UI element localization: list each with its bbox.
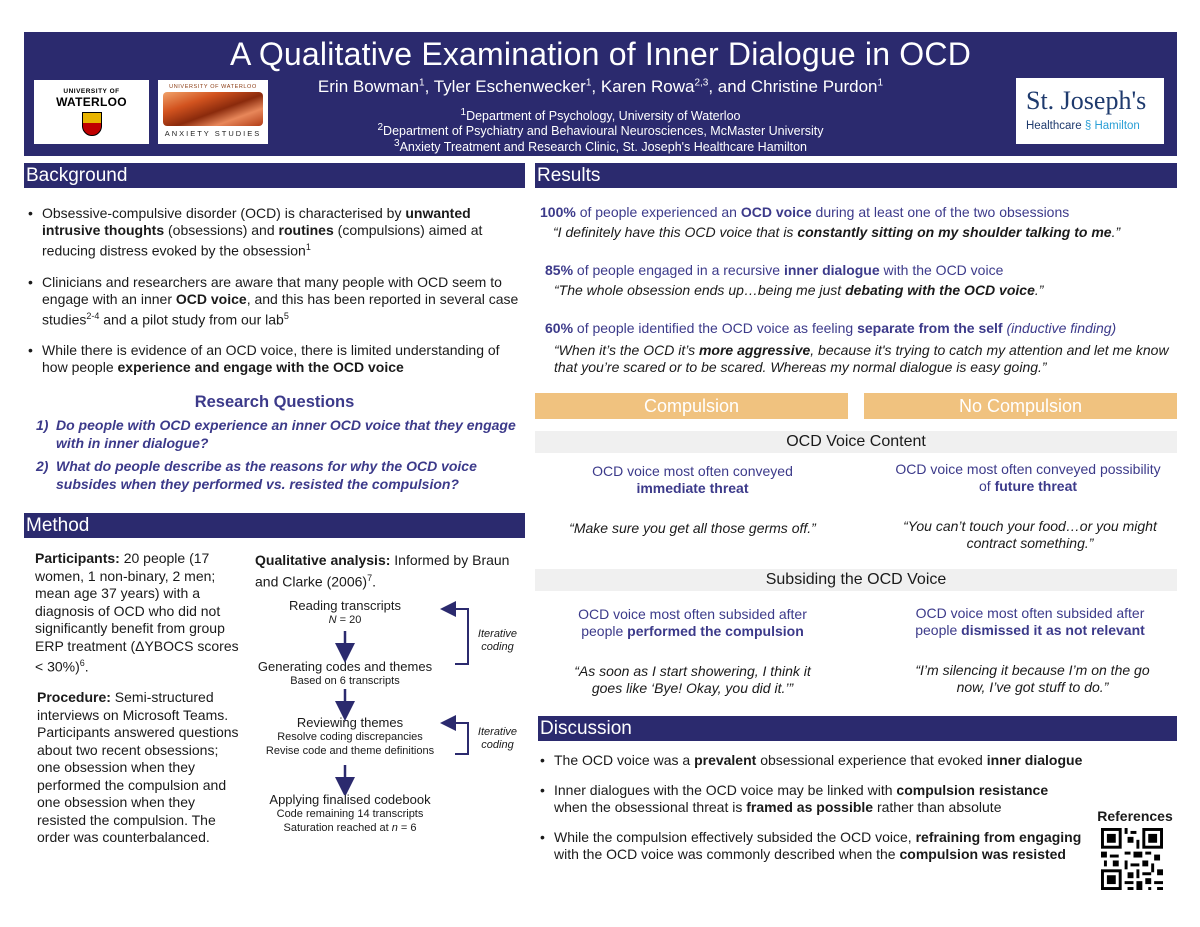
content-no-compulsion-quote: “You can’t touch your food…or you might contract something.” [903, 518, 1157, 551]
finding-quote: “When it’s the OCD it’s more aggressive, because it's trying to catch my attention and let me know that you’re scared or to be scared. Whereas my normal dialogue is easy going.” [554, 342, 1169, 375]
research-questions-heading: Research Questions [194, 393, 355, 411]
references-qr-code-icon[interactable] [1100, 828, 1164, 890]
flow-step-applying: Applying finalised codebook Code remaining 14 transcripts Saturation reached at n = 6 [269, 792, 431, 834]
university-of-waterloo-logo: UNIVERSITY OF WATERLOO [34, 80, 149, 144]
finding: 60% of people identified the OCD voice as feeling separate from the self (inductive finding) “When it’s the OCD it’s more aggressive, because it's trying to catch my attention and let me know that you’re scared or to be scared. Whereas my normal dialogue is easy going.” [545, 320, 1175, 376]
author-list: Erin Bowman$^1$, Tyler Eschenwecker$^1$, Karen Rowa$^{2,3}$, and Christine Purdon$^1$ [317, 77, 884, 96]
finding-quote: “The whole obsession ends up…being me just debating with the OCD voice.” [554, 282, 1044, 298]
content-compulsion-cell: OCD voice most often conveyed immediate threat [592, 463, 793, 496]
poster-title: A Qualitative Examination of Inner Dialogue in OCD [229, 36, 972, 72]
anxiety-studies-logo: UNIVERSITY OF WATERLOO ANXIETY STUDIES [158, 80, 268, 144]
discussion-bullets [536, 752, 1084, 863]
content-compulsion-quote: “Make sure you get all those germs off.” [569, 520, 816, 536]
flow-arrows [240, 595, 530, 795]
subside-compulsion-quote: “As soon as I start showering, I think it goes like ‘Bye! Okay, you did it.’” [574, 663, 811, 696]
background-heading: Background [24, 163, 525, 188]
participants-paragraph: Participants: 20 people (17 women, 1 non-binary, 2 men; mean age 37 years) with a diagnosis of OCD who did not significantly benefit from group ERP treatment (ΔYBOCS scores < 30%)$^6$. [35, 550, 239, 675]
background-bullets [24, 205, 520, 376]
references-label: References [1097, 808, 1173, 824]
flow-step-reading: Reading transcripts N = 20 [289, 598, 401, 626]
crest-icon [82, 112, 102, 136]
loop-arrow-icon [448, 723, 468, 754]
affiliation-3: $^3$Anxiety Treatment and Research Clinic, St. Joseph's Healthcare Hamilton [394, 138, 807, 155]
content-band: OCD Voice Content [535, 431, 1177, 453]
compulsion-column-header: Compulsion [535, 393, 848, 419]
author-name: Erin Bowman [317, 77, 420, 96]
subside-compulsion-cell: OCD voice most often subsided after people performed the compulsion [578, 606, 807, 639]
affiliation-2: $^2$Department of Psychiatry and Behavioural Neurosciences, McMaster University [377, 122, 824, 139]
research-question-2: 2) What do people describe as the reasons for why the OCD voice subsides when they performed vs. resisted the compulsion? [36, 458, 477, 492]
background-bullet: • Clinicians and researchers are aware that many people with OCD seem to engage with an inner OCD voice, and this has been reported in several case studies$^{2-4}$ and a pilot study from our lab$^5$ [24, 274, 520, 329]
method-heading: Method [24, 513, 525, 538]
finding: 85% of people engaged in a recursive inner dialogue with the OCD voice “The whole obsession ends up…being me just debating with the OCD voice.” [545, 262, 1175, 299]
flow-step-reviewing: Reviewing themes Resolve coding discrepancies Revise code and theme definitions [265, 715, 435, 757]
author-name: Christine Purdon [750, 77, 878, 96]
poster-header [24, 32, 1177, 156]
content-no-compulsion-cell: OCD voice most often conveyed possibility of future threat [895, 461, 1161, 494]
discussion-bullet: • The OCD voice was a prevalent obsessional experience that evoked inner dialogue [536, 752, 1084, 769]
author-name: Tyler Eschenwecker [433, 77, 586, 96]
background-bullet: • Obsessive-compulsive disorder (OCD) is characterised by unwanted intrusive thoughts (obsessions) and routines (compulsions) aimed at reducing distress evoked by the obsession$^1$ [24, 205, 520, 260]
loop-arrow-icon [448, 609, 468, 664]
swirl-artwork-icon [163, 92, 263, 126]
discussion-bullet: • While the compulsion effectively subsided the OCD voice, refraining from engaging with the OCD voice was commonly described when the compulsion was resisted [536, 829, 1084, 863]
research-question-1: 1) Do people with OCD experience an inner OCD voice that they engage with in inner dialogue? [36, 417, 516, 451]
iterative-coding-label-1: Iterative coding [477, 628, 518, 653]
subside-no-compulsion-cell: OCD voice most often subsided after people dismissed it as not relevant [915, 605, 1145, 638]
analysis-paragraph: Qualitative analysis: Informed by Braun and Clarke $(2006)^7$. [255, 552, 510, 590]
no-compulsion-column-header: No Compulsion [864, 393, 1177, 419]
author-name: Karen Rowa [600, 77, 695, 96]
iterative-coding-label-2: Iterative coding [477, 726, 518, 751]
discussion-heading: Discussion [538, 716, 1177, 741]
research-questions-list [36, 416, 516, 493]
procedure-paragraph: Procedure: Semi-structured interviews on Microsoft Teams. Participants answered questions about two recent obsessions; one obsession when they performed the compulsion and one obsession when they resisted the compulsion. The order was counterbalanced. [37, 689, 239, 845]
st-josephs-logo: St. Joseph's Healthcare § Hamilton [1016, 78, 1164, 144]
results-heading: Results [535, 163, 1177, 188]
flow-step-generating: Generating codes and themes Based on 6 transcripts [257, 659, 433, 687]
affiliation-1: $^1$Department of Psychology, University of Waterloo [460, 107, 741, 124]
subsiding-band: Subsiding the OCD Voice [535, 569, 1177, 591]
finding: 100% of people experienced an OCD voice during at least one of the two obsessions “I definitely have this OCD voice that is constantly sitting on my shoulder talking to me.” [540, 204, 1170, 241]
finding-quote: “I definitely have this OCD voice that is constantly sitting on my shoulder talking to me.” [553, 224, 1121, 240]
subside-no-compulsion-quote: “I’m silencing it because I’m on the go now, I’ve got stuff to do.” [915, 662, 1150, 695]
background-bullet: • While there is evidence of an OCD voice, there is limited understanding of how people experience and engage with the OCD voice [24, 342, 520, 376]
discussion-bullet: • Inner dialogues with the OCD voice may be linked with compulsion resistance when the obsessional threat is framed as possible rather than absolute [536, 782, 1084, 816]
